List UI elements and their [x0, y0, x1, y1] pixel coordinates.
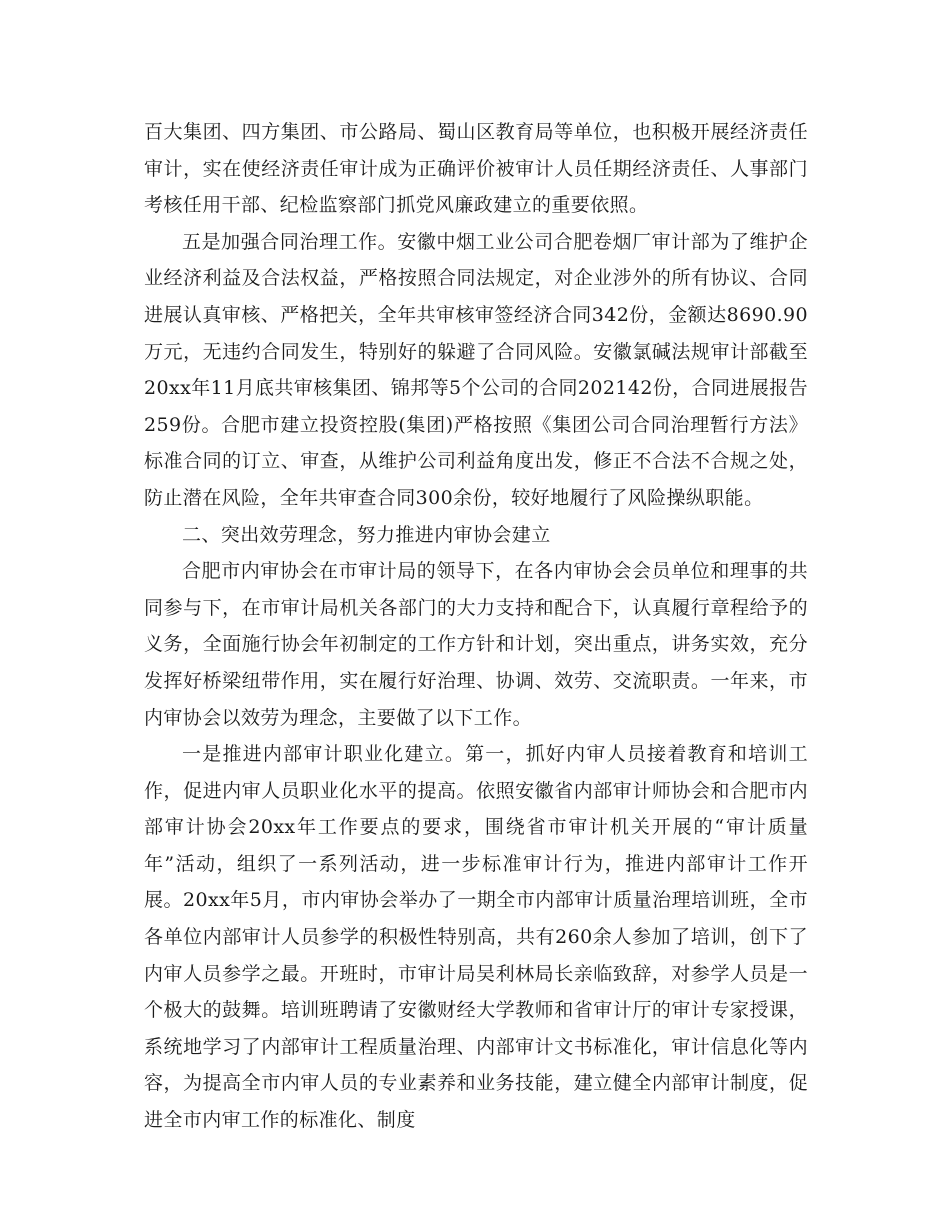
paragraph-professionalization: 一是推进内部审计职业化建立。第一，抓好内审人员接着教育和培训工作，促进内审人员职业化水平的提高。依照安徽省内部审计师协会和合肥市内部审计协会20xx年工作要点的要求，围绕省市审计机关开展的“审计质量年”活动，组织了一系列活动，进一步标准审计行为，推进内部审计工作开展。20xx年5月，市内审协会举办了一期全市内部审计质量治理培训班，全市各单位内部审计人员参学的积极性特别高，共有260余人参加了培训，创下了内审人员参学之最。开班时，市审计局吴利林局长亲临致辞，对参学人员是一个极大的鼓舞。培训班聘请了安徽财经大学教师和省审计厅的审计专家授课，系统地学习了内部审计工程质量治理、内部审计文书标准化，审计信息化等内容，为提高全市内审人员的专业素养和业务技能，建立健全内部审计制度，促进全市内审工作的标准化、制度 [144, 743, 808, 1132]
paragraph-association-overview: 合肥市内审协会在市审计局的领导下，在各内审协会会员单位和理事的共同参与下，在市审计局机关各部门的大力支持和配合下，认真履行章程给予的义务，全面施行协会年初制定的工作方针和计划，突出重点，讲务实效，充分发挥好桥梁纽带作用，实在履行好治理、协调、效劳、交流职责。一年来，市内审协会以效劳为理念，主要做了以下工作。 [144, 560, 808, 729]
paragraph-continuation: 百大集团、四方集团、市公路局、蜀山区教育局等单位，也积极开展经济责任审计，实在使经济责任审计成为正确评价被审计人员任期经济责任、人事部门考核任用干部、纪检监察部门抓党风廉政建立的重要依照。 [144, 121, 808, 217]
paragraph-contract-management: 五是加强合同治理工作。安徽中烟工业公司合肥卷烟厂审计部为了维护企业经济利益及合法权益，严格按照合同法规定，对企业涉外的所有协议、合同进展认真审核、严格把关，全年共审核审签经济合同342份，金额达8690.90万元，无违约合同发生，特别好的躲避了合同风险。安徽氯碱法规审计部截至20xx年11月底共审核集团、锦邦等5个公司的合同202142份，合同进展报告259份。合肥市建立投资控股(集团)严格按照《集团公司合同治理暂行方法》标准合同的订立、审查，从维护公司利益角度出发，修正不合法不合规之处，防止潜在风险，全年共审查合同300余份，较好地履行了风险操纵职能。 [144, 230, 809, 509]
section-heading-association: 二、突出效劳理念，努力推进内审协会建立 [182, 523, 551, 546]
document-body [144, 114, 808, 1139]
